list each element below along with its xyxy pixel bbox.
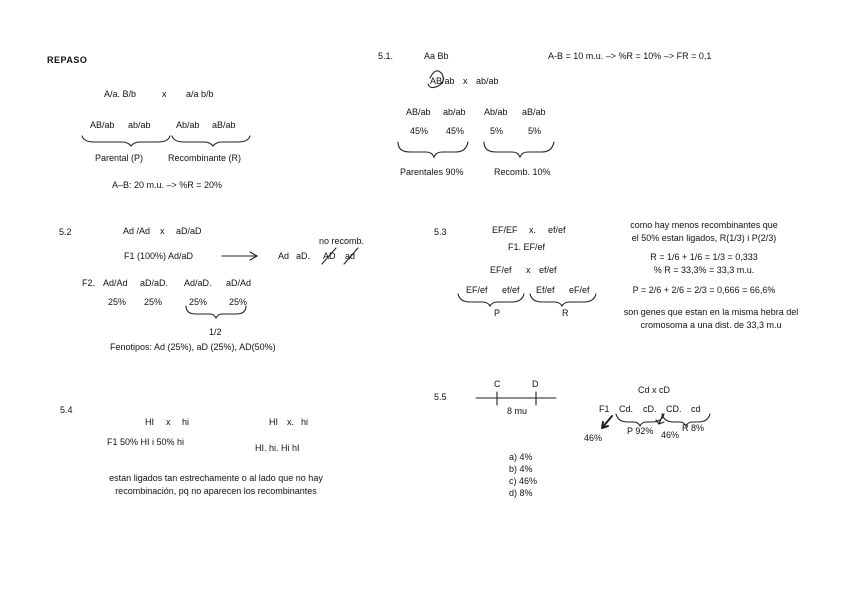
- s51-percent-2: 45%: [446, 126, 465, 136]
- s55-percent-1: 46%: [584, 433, 603, 443]
- brace-recomb: [484, 142, 554, 157]
- s55-f1: F1: [599, 404, 610, 414]
- s51-genotype: Aa Bb: [424, 51, 449, 61]
- s54-cross1-x: x: [166, 417, 171, 427]
- s53-f1: F1. EF/ef: [508, 242, 546, 252]
- repaso-cross-x: x: [162, 89, 167, 99]
- s52-gamete-4: ad: [345, 251, 356, 261]
- brace-half: [186, 306, 246, 318]
- s52-percent-3: 25%: [189, 297, 208, 307]
- s53-calc-1: R = 1/6 + 1/6 = 1/3 = 0,333: [650, 252, 758, 262]
- s53-calc-3: P = 2/6 + 2/6 = 2/3 = 0,666 = 66,6%: [632, 285, 776, 295]
- s54-number: 5.4: [60, 405, 73, 415]
- s54-text-2: recombinación, pq no aparecen los recombinantes: [115, 486, 317, 496]
- s53-cross-x: x.: [529, 225, 537, 235]
- s53-gamete-3: Ef/ef: [536, 285, 555, 295]
- s53-r-label: R: [562, 308, 569, 318]
- page-title: REPASO: [47, 55, 88, 65]
- s52-cross-1: Ad /Ad: [123, 226, 151, 236]
- s54-text-1: estan ligados tan estrechamente o al lado que no hay: [109, 473, 323, 483]
- s51-cross-2: ab/ab: [476, 76, 499, 86]
- s51-formula: A-B = 10 m.u. –> %R = 10% –> FR = 0,1: [548, 51, 712, 61]
- s55-gamete-2: cD.: [643, 404, 657, 414]
- s52-cross-2: aD/aD: [176, 226, 202, 236]
- s54-cross2-x: x.: [287, 417, 295, 427]
- s52-number: 5.2: [59, 227, 72, 237]
- s52-f2-4: aD/Ad: [226, 278, 252, 288]
- s53-calc-2: % R = 33,3% = 33,3 m.u.: [653, 265, 755, 275]
- s52-f2-2: aD/aD.: [140, 278, 169, 288]
- repaso-distance: A–B: 20 m.u. –> %R = 20%: [112, 180, 223, 190]
- s54-f1: F1 50% HI i 50% hi: [107, 437, 185, 447]
- s52-gamete-1: Ad: [278, 251, 290, 261]
- repaso-gamete-4: aB/ab: [212, 120, 236, 130]
- s54-cross1-2: hi: [182, 417, 190, 427]
- s55-answer-d: d) 8%: [509, 488, 533, 498]
- repaso-gamete-2: ab/ab: [128, 120, 151, 130]
- s55-parental: P 92%: [627, 426, 654, 436]
- s55-gamete-1: Cd.: [619, 404, 634, 414]
- s51-cross-x: x: [463, 76, 468, 86]
- s51-percent-3: 5%: [490, 126, 504, 136]
- s51-gamete-2: ab/ab: [443, 107, 466, 117]
- brace-parentales: [398, 142, 468, 157]
- s51-parentales: Parentales 90%: [400, 167, 464, 177]
- s54-cross1-1: HI: [145, 417, 154, 427]
- brace-parental: [82, 136, 170, 146]
- s53-conclusion-1: son genes que estan en la misma hebra del: [623, 307, 799, 317]
- s52-f2-3: Ad/aD.: [184, 278, 212, 288]
- s51-gamete-4: aB/ab: [522, 107, 546, 117]
- s51-cross-1: AB/ab: [430, 76, 455, 86]
- s51-number: 5.1.: [378, 51, 394, 61]
- s55-locus-c: C: [494, 379, 501, 389]
- arrow-f1: [222, 252, 257, 260]
- s51-gamete-1: AB/ab: [406, 107, 431, 117]
- arrow-46-right: [656, 414, 664, 424]
- s55-cross: Cd x cD: [638, 385, 671, 395]
- s51-percent-4: 5%: [528, 126, 542, 136]
- s52-f2-label: F2.: [82, 278, 96, 288]
- s54-gametes: HI. hi. Hi hI: [255, 443, 300, 453]
- s53-cross-1: EF/EF: [492, 225, 518, 235]
- s52-f1: F1 (100%) Ad/aD: [124, 251, 194, 261]
- s55-answer-c: c) 46%: [509, 476, 538, 486]
- s55-gamete-3: CD.: [666, 404, 682, 414]
- s54-cross2-1: HI: [269, 417, 278, 427]
- s52-cross-x: x: [160, 226, 165, 236]
- s55-answer-a: a) 4%: [509, 452, 533, 462]
- s52-gamete-3: AD: [323, 251, 336, 261]
- s51-recomb: Recomb. 10%: [494, 167, 551, 177]
- repaso-parental-label: Parental (P): [95, 153, 144, 163]
- s53-conclusion-2: cromosoma a una dist. de 33,3 m.u: [640, 320, 782, 330]
- repaso-gamete-1: AB/ab: [90, 120, 115, 130]
- repaso-gamete-3: Ab/ab: [176, 120, 200, 130]
- s52-percent-1: 25%: [108, 297, 127, 307]
- repaso-parent-1: A/a. B/b: [104, 89, 137, 99]
- s53-note-1: como hay menos recombinantes que: [630, 220, 778, 230]
- brace-recombinante: [172, 136, 250, 146]
- s51-gamete-3: Ab/ab: [484, 107, 508, 117]
- s53-number: 5.3: [434, 227, 447, 237]
- s55-locus-d: D: [532, 379, 539, 389]
- s53-cross-2: ef/ef: [548, 225, 566, 235]
- s53-gamete-1: EF/ef: [466, 285, 488, 295]
- s55-answer-b: b) 4%: [509, 464, 533, 474]
- brace-p: [458, 294, 524, 306]
- s55-distance: 8 mu: [507, 406, 528, 416]
- s51-percent-1: 45%: [410, 126, 429, 136]
- s52-f2-1: Ad/Ad: [103, 278, 128, 288]
- arrow-46-left: [602, 416, 612, 428]
- s53-note-2: el 50% estan ligados, R(1/3) i P(2/3): [631, 233, 777, 243]
- s55-recomb: R 8%: [682, 423, 705, 433]
- s53-p-label: P: [494, 308, 501, 318]
- repaso-parent-2: a/a b/b: [186, 89, 214, 99]
- s52-percent-4: 25%: [229, 297, 248, 307]
- s53-gamete-2: ef/ef: [502, 285, 520, 295]
- s55-number: 5.5: [434, 392, 447, 402]
- s52-gamete-2: aD.: [296, 251, 311, 261]
- brace-r: [530, 294, 596, 306]
- s53-testcross-2: ef/ef: [539, 265, 557, 275]
- s52-percent-2: 25%: [144, 297, 163, 307]
- s53-testcross-x: x: [526, 265, 531, 275]
- s53-gamete-4: eF/ef: [569, 285, 590, 295]
- brace-p55: [616, 414, 664, 426]
- s52-half: 1/2: [209, 327, 222, 337]
- s53-testcross-1: EF/ef: [490, 265, 512, 275]
- s55-gamete-4: cd: [691, 404, 701, 414]
- s52-no-recomb: no recomb.: [319, 236, 365, 246]
- s52-fenotipos: Fenotipos: Ad (25%), aD (25%), AD(50%): [110, 342, 276, 352]
- s54-cross2-2: hi: [301, 417, 309, 427]
- repaso-recombinante-label: Recombinante (R): [168, 153, 242, 163]
- s55-percent-2: 46%: [661, 430, 680, 440]
